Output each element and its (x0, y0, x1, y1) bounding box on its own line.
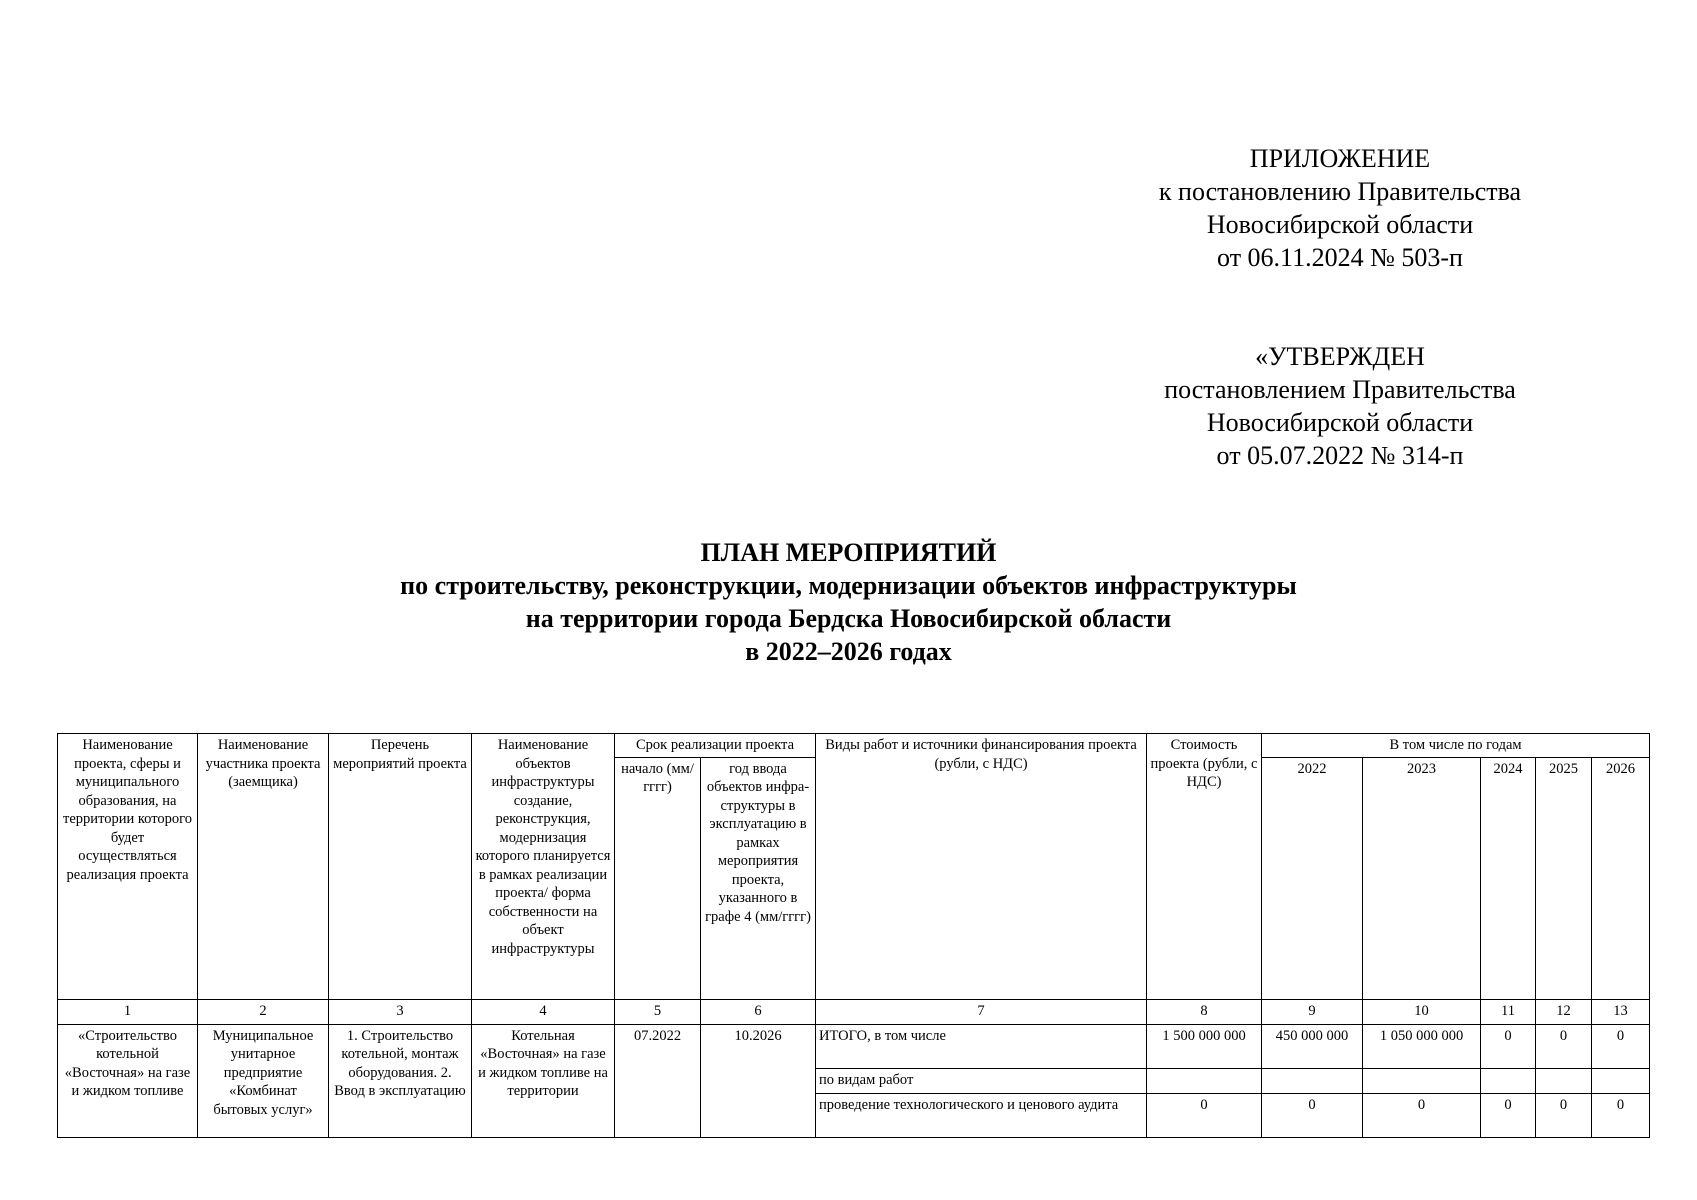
year-value-cell (1363, 1068, 1481, 1093)
appendix-line-2: к постановлению Правительства (1158, 177, 1522, 206)
year-value-cell: 450 000 000 (1262, 1024, 1363, 1068)
title-line-3: на территории города Бердска Новосибирской области (525, 604, 1172, 633)
column-number: 12 (1536, 999, 1592, 1024)
year-value-cell: 0 (1536, 1093, 1592, 1137)
column-number: 2 (198, 999, 329, 1024)
participant-cell: Муниципальное унитарное предприятие «Комбинат бытовых услуг» (198, 1024, 329, 1137)
object-cell: Котельная «Восточная» на газе и жидком топливе на территории (472, 1024, 615, 1137)
column-number: 10 (1363, 999, 1481, 1024)
cost-cell: 0 (1147, 1093, 1262, 1137)
column-number: 4 (472, 999, 615, 1024)
column-number: 13 (1592, 999, 1650, 1024)
header-years-group: В том числе по годам (1262, 734, 1650, 758)
column-number: 3 (329, 999, 472, 1024)
column-number: 8 (1147, 999, 1262, 1024)
title-line-1: ПЛАН МЕРОПРИЯТИЙ (700, 538, 997, 567)
start-date-cell: 07.2022 (615, 1024, 701, 1137)
title-line-2: по строительству, реконструкции, модернизации объектов инфраструктуры (400, 571, 1297, 600)
column-number: 6 (701, 999, 816, 1024)
header-cost: Стоимость проекта (рубли, с НДС) (1147, 734, 1262, 1000)
year-value-cell: 0 (1262, 1093, 1363, 1137)
work-type-cell: проведение технологического и ценового аудита (816, 1093, 1147, 1137)
appendix-line-3: Новосибирской области (1206, 210, 1474, 239)
measures-cell: 1. Строительство котельной, монтаж оборудования. 2. Ввод в эксплуатацию (329, 1024, 472, 1137)
cost-cell (1147, 1068, 1262, 1093)
project-name-cell: «Строительство котельной «Восточная» на газе и жидком топливе (58, 1024, 198, 1137)
header-period: Срок реализации проекта (615, 734, 816, 758)
header-year-2026: 2026 (1592, 757, 1650, 999)
approved-block (1150, 340, 1530, 472)
column-number-row (58, 999, 1650, 1024)
header-infrastructure-object: Наименование объектов инфраструктуры создание, реконструкция, модернизация которого планируется в рамках реализации проекта/ форма собственности на объект инфраструктуры (472, 734, 615, 1000)
column-number: 1 (58, 999, 198, 1024)
title-line-4: в 2022–2026 годах (745, 637, 952, 666)
column-number: 9 (1262, 999, 1363, 1024)
plan-table (57, 733, 1650, 1138)
year-value-cell (1592, 1068, 1650, 1093)
appendix-block (1150, 142, 1530, 274)
year-value-cell: 0 (1481, 1093, 1536, 1137)
header-work-types: Виды работ и источники финансирования проекта (рубли, с НДС) (816, 734, 1147, 1000)
commissioning-date-cell: 10.2026 (701, 1024, 816, 1137)
year-value-cell: 0 (1592, 1024, 1650, 1068)
year-value-cell: 0 (1592, 1093, 1650, 1137)
header-participant: Наименование участника проекта (заемщика) (198, 734, 329, 1000)
header-year-2025: 2025 (1536, 757, 1592, 999)
year-value-cell (1481, 1068, 1536, 1093)
header-year-2022: 2022 (1262, 757, 1363, 999)
header-start: начало (мм/гггг) (615, 757, 701, 999)
header-row-1 (58, 734, 1650, 758)
cost-cell: 1 500 000 000 (1147, 1024, 1262, 1068)
appendix-line-4: от 06.11.2024 № 503-п (1217, 243, 1463, 272)
work-type-cell: ИТОГО, в том числе (816, 1024, 1147, 1068)
year-value-cell: 0 (1481, 1024, 1536, 1068)
approved-line-1: «УТВЕРЖДЕН (1255, 342, 1425, 371)
header-year-2024: 2024 (1481, 757, 1536, 999)
header-commissioning: год ввода объектов инфра-структуры в эксплуатацию в рамках мероприятия проекта, указанного в графе 4 (мм/гггг) (701, 757, 816, 999)
year-value-cell: 0 (1536, 1024, 1592, 1068)
approved-line-2: постановлением Правительства (1164, 375, 1516, 404)
column-number: 7 (816, 999, 1147, 1024)
work-type-cell: по видам работ (816, 1068, 1147, 1093)
table-row (58, 1024, 1650, 1068)
appendix-line-1: ПРИЛОЖЕНИЕ (1249, 144, 1431, 173)
column-number: 11 (1481, 999, 1536, 1024)
approved-line-3: Новосибирской области (1206, 408, 1474, 437)
header-measures: Перечень мероприятий проекта (329, 734, 472, 1000)
document-title (0, 536, 1697, 668)
year-value-cell: 1 050 000 000 (1363, 1024, 1481, 1068)
header-year-2023: 2023 (1363, 757, 1481, 999)
header-project-name: Наименование проекта, сферы и муниципального образования, на территории которого будет осуществляться реализация проекта (58, 734, 198, 1000)
year-value-cell (1536, 1068, 1592, 1093)
approved-line-4: от 05.07.2022 № 314-п (1216, 441, 1464, 470)
column-number: 5 (615, 999, 701, 1024)
year-value-cell (1262, 1068, 1363, 1093)
year-value-cell: 0 (1363, 1093, 1481, 1137)
